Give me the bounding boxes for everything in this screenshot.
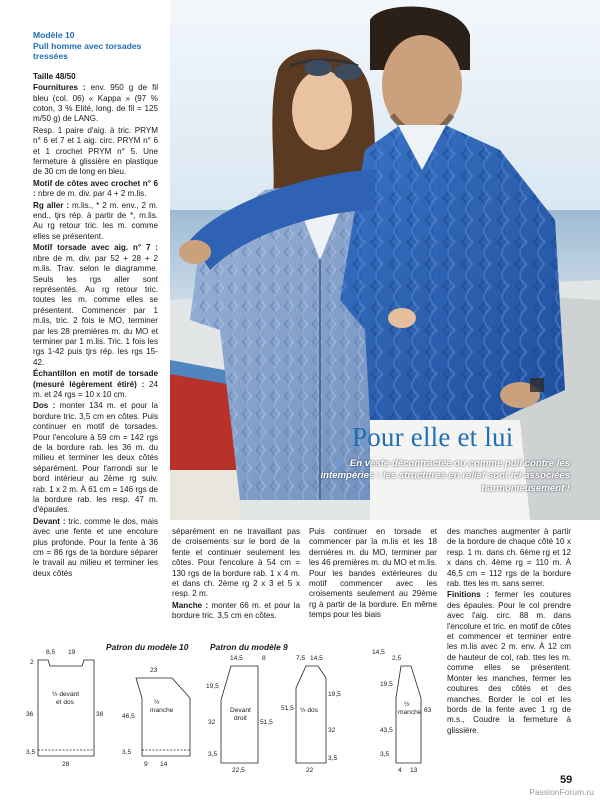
- instructions-column-4: [447, 527, 571, 737]
- dim-m9-back-14-5: 14,5: [310, 655, 323, 662]
- m10-body-shape: [38, 660, 94, 756]
- m9-sleeve-label: ½: [404, 701, 410, 708]
- dim-m9-43-5: 43,5: [380, 727, 393, 734]
- dim-m9-8: 8: [262, 655, 266, 662]
- m10-sleeve-shape: [136, 678, 190, 756]
- dim-m9-sleeve-14-5: 14,5: [372, 649, 385, 656]
- dim-m10-14: 14: [160, 761, 168, 768]
- m9-sleeve-label-2: manche: [398, 709, 422, 716]
- needles-paragraph: Resp. 1 paire d'aig. à tric. PRYM n° 6 et 7 et 1 aig. circ. PRYM n° 6 et 1 crochet PRYM n° 5. Une fermeture à glissière en plastique de 30 cm de long en bleu.: [33, 125, 158, 177]
- m10-body-label-2: et dos: [56, 699, 74, 706]
- dim-m9-4: 4: [398, 767, 402, 774]
- dim-m10-sleeve-3-5: 3,5: [122, 749, 132, 756]
- pattern-diagrams: [26, 638, 446, 778]
- dim-m10-36: 36: [26, 711, 34, 718]
- model-title: Pull homme avec torsades tressées: [33, 40, 142, 62]
- m10-sleeve-label: ½: [154, 699, 160, 706]
- dim-m10-2: 2: [30, 659, 34, 666]
- front-continued-paragraph: séparément en ne travaillant pas de croisements sur le bord de la fente et continuer seulement les côtes. Pour l'encolure à 54 cm = 130 rgs de la bordure rab. 1 x 4 m. et dans ch. 2ème rg 2 x 3 et 5 x resp. 2 m.: [172, 527, 300, 599]
- pattern-title-model-9: Patron du modèle 9: [210, 642, 288, 652]
- dim-m9-back-32: 32: [328, 727, 336, 734]
- dim-m9-back-19-5: 19,5: [328, 691, 341, 698]
- dim-m9-sleeve-19-5: 19,5: [380, 681, 393, 688]
- dim-m9-7-5: 7,5: [296, 655, 306, 662]
- dim-m9-22: 22: [306, 767, 314, 774]
- m10-sleeve-label-2: manche: [150, 707, 174, 714]
- materials-paragraph: Fournitures : env. 950 g de fil bleu (col. 06) « Kappa » (97 % coton, 3 % Elité, long. de fil = 125 m/50 g) de LANG.: [33, 83, 158, 124]
- dim-m9-13: 13: [410, 767, 418, 774]
- model-number: Modèle 10: [33, 30, 75, 40]
- dim-m9-19-5: 19,5: [206, 683, 219, 690]
- sleeve-increase-paragraph: des manches augmenter à partir de la bordure de chaque côté 10 x resp. 1 m. dans ch. 6ème rg et 12 x dans ch. 4ème rg = 110 m. À 46,5 cm = 112 rgs de la bordure rab. ttes les m. sans serrer.: [447, 527, 571, 589]
- dim-m10-38: 38: [96, 711, 104, 718]
- dim-m10-28: 28: [62, 761, 70, 768]
- dim-m10-23: 23: [150, 667, 158, 674]
- m9-back-shape: [296, 666, 326, 763]
- sleeve-continued-paragraph: Puis continuer en torsade et commencer par la m.lis et les 18 dernières m. du MO, terminer par les 46 premières m. du MO et m.lis. Pour les bandes extérieures du motif commencer avec les croisements seulement au 29ème rg à partir de la bordure. En même temps pour les biais: [309, 527, 437, 620]
- finishing-paragraph: Finitions : fermer les coutures des épaules. Pour le col prendre avec l'aig. circ. 88 m. dans l'encolure et tric. en motif de côtes et commencer et terminer entre les m.lis avec 2 m. env. À 12 cm de hauteur de col, rab. ttes les m. comme elles se présentent. Monter les manches, fermer les coutures des côtés et des manches. Border le col et les bords de la fente avec 1 rg de m.s., Coudre la fermeture à glissière.: [447, 590, 571, 735]
- dim-m9-back-3-5: 3,5: [328, 755, 338, 762]
- dim-m10-19: 19: [68, 649, 76, 656]
- sleeve-paragraph: Manche : monter 66 m. et pour la bordure tric. 3,5 cm en côtes.: [172, 600, 300, 621]
- dim-m9-14-5: 14,5: [230, 655, 243, 662]
- dim-m10-46-5: 46,5: [122, 713, 135, 720]
- dim-m9-63: 63: [424, 707, 432, 714]
- m9-front-label-2: droit: [234, 715, 247, 722]
- instructions-column-3: [309, 527, 437, 622]
- cable-pattern-paragraph: Motif torsade avec aig. n° 7 : nbre de m. div. par 52 + 28 + 2 m.lis. Trav. selon le diagramme. Seuls les rgs aller sont représentés. Au rg retour tric. toutes les m. comme elles se présentent. Commencer par 1 m.lis, tric. 2 fois le MO, terminer par les 28 premières m. du MO et terminer par 1 m.lis. Tric. 1 fois les rgs 1-42 puis tjrs rép. les rgs 15-42.: [33, 243, 158, 367]
- rib-pattern-paragraph: Motif de côtes avec crochet n° 6 : nbre de m. div. par 4 + 2 m.lis.: [33, 178, 158, 199]
- m9-back-label: ½ dos: [300, 707, 318, 714]
- front-paragraph: Devant : tric. comme le dos, mais avec une fente et une encolure plus profonde. Pour la fente à 36 cm = 86 rgs de la bordure séparer le travail au milieu et terminer les deux côtés: [33, 516, 158, 578]
- m10-body-label: ½ devant: [52, 691, 80, 698]
- subheadline: En veste décontractée ou comme pull contre les intempéries : les structures en relief sont ici associées harmonieusement !: [320, 458, 570, 494]
- back-paragraph: Dos : monter 134 m. et pour la bordure tric. 3,5 cm en côtes. Puis continuer en motif de torsades. Pour l'encolure à 59 cm = 142 rgs de la bordure rab. les 36 m. du milieu et terminer les deux côtés séparément. Pour l'arrondi sur le bord intérieur au 2ème rg suiv. rab. 1 x 2 m. À 61 cm = 146 rgs de la bordure rab. les resp. 47 m. d'épaules.: [33, 401, 158, 515]
- instructions-column-2: [172, 527, 300, 623]
- dim-m10-3-5: 3,5: [26, 749, 36, 756]
- m9-front-label: Devant: [230, 707, 251, 714]
- size-paragraph: Taille 48/50: [33, 71, 76, 81]
- page-number: 59: [560, 774, 573, 786]
- gauge-paragraph: Échantillon en motif de torsade (mesuré légèrement étiré) : 24 m. et 24 rgs = 10 x 10 cm.: [33, 369, 158, 399]
- pattern-title-model-10: Patron du modèle 10: [106, 642, 189, 652]
- watermark: PassionForum.ru: [529, 787, 594, 797]
- dim-m9-back-51-5: 51,5: [281, 705, 294, 712]
- dim-m10-8-5: 8,5: [46, 649, 56, 656]
- dim-m9-22-5: 22,5: [232, 767, 245, 774]
- headline: Pour elle et lui: [352, 422, 514, 452]
- pattern-schematics: [26, 638, 446, 778]
- instructions-left-column: [33, 30, 158, 580]
- right-side-row-paragraph: Rg aller : m.lis., * 2 m. env., 2 m. end., tjrs rép. à partir de *, m.lis. Au rg retour tric. les m. comme elles se présentent.: [33, 200, 158, 241]
- dim-m9-3-5: 3,5: [208, 751, 218, 758]
- dim-m9-2-5: 2,5: [392, 655, 402, 662]
- dim-m9-sleeve-3-5: 3,5: [380, 751, 390, 758]
- dim-m9-51-5: 51,5: [260, 719, 273, 726]
- dim-m9-32: 32: [208, 719, 216, 726]
- dim-m10-9: 9: [144, 761, 148, 768]
